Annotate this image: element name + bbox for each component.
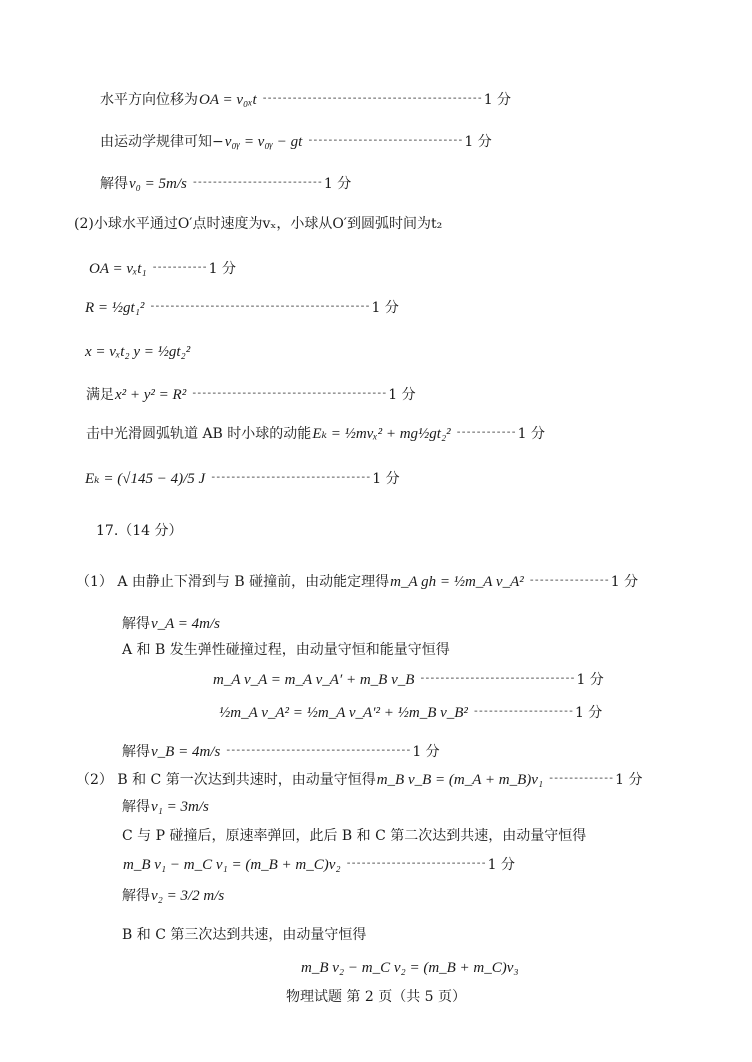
line-dash: ------------------------------------- (225, 746, 411, 757)
line-math: x = vₓt₂ y = ½gt₂² (85, 344, 191, 360)
text-line (122, 826, 594, 846)
line-score: 1 分 (483, 92, 512, 108)
line-text: 解得 (100, 176, 128, 192)
line-text: 水平方向位移为 (100, 92, 198, 108)
line-text: （1） A 由静止下滑到与 B 碰撞前，由动能定理得 (76, 574, 390, 590)
line-math: m_B v_B = (m_A + m_B)v₁ (376, 772, 544, 788)
line-score: 1 分 (517, 426, 546, 442)
line-score: 1 分 (412, 744, 440, 760)
text-line (76, 572, 638, 592)
line-math: x² + y² = R² (115, 387, 187, 403)
text-line (218, 703, 602, 723)
line-dash: -------------------------------- (210, 473, 371, 484)
line-math: v_A = 4m/s (151, 616, 221, 632)
line-score: 1 分 (371, 300, 399, 316)
line-math: v₀ = 5m/s (129, 176, 187, 192)
line-dash: -------------------------------------------- (149, 302, 370, 313)
text-line (122, 640, 458, 660)
line-math: Eₖ = (√145 − 4)/5 J (85, 471, 206, 487)
line-text: 解得 (122, 616, 150, 632)
line-dash: ---------------------------- (345, 859, 486, 870)
text-line (100, 174, 351, 194)
text-line (100, 90, 511, 110)
text-line (84, 342, 197, 362)
text-line (300, 958, 526, 978)
text-line (122, 925, 374, 945)
text-line (76, 770, 643, 790)
line-dash: ------------------------------- (419, 674, 575, 685)
line-math: v₀ᵧ = v₀ᵧ − gt (224, 134, 303, 150)
line-dash: ------------ (455, 428, 516, 439)
line-text: 解得 (122, 888, 150, 904)
line-score: 1 分 (388, 387, 416, 403)
line-dash: -------------------- (472, 707, 573, 718)
line-dash: ----------- (151, 263, 207, 274)
line-score: 1 分 (372, 471, 400, 487)
line-text: 击中光滑圆弧轨道 AB 时小球的动能 (86, 426, 312, 442)
line-math: m_A v_A = m_A v_A′ + m_B v_B (213, 672, 415, 688)
line-text: 17.（14 分） (96, 523, 183, 539)
text-line (86, 385, 416, 405)
line-math: OA = v₀ₓt (199, 92, 257, 108)
text-line (122, 886, 231, 906)
line-text: 解得 (122, 744, 150, 760)
line-math: m_B v₁ − m_C v₁ = (m_B + m_C)v₂ (123, 857, 341, 873)
line-dash: -------------------------- (191, 178, 322, 189)
line-math: R = ½gt₁² (85, 300, 145, 316)
line-math: ½m_A v_A² = ½m_A v_A′² + ½m_B v_B² (219, 705, 468, 721)
line-math: OA = vₓt₁ (89, 261, 147, 277)
line-dash: ------------- (548, 774, 614, 785)
line-text: B 和 C 第三次达到共速，由动量守恒得 (122, 927, 367, 943)
text-line (84, 469, 400, 489)
line-score: 1 分 (208, 261, 237, 277)
line-dash: --------------------------------------- (191, 389, 387, 400)
text-line (86, 424, 545, 444)
line-dash: ------------------------------- (307, 136, 463, 147)
text-line (100, 132, 492, 152)
line-text: A 和 B 发生弹性碰撞过程，由动量守恒和能量守恒得 (122, 642, 450, 658)
line-score: 1 分 (487, 857, 516, 873)
line-score: 1 分 (574, 705, 603, 721)
line-math: v₂ = 3/2 m/s (151, 888, 225, 904)
line-math: v₁ = 3m/s (151, 799, 209, 815)
line-text: (2)小球水平通过O′点时速度为vₓ，小球从O′到圆弧时间为t₂ (74, 216, 443, 232)
text-line (96, 521, 191, 541)
text-line (122, 855, 515, 875)
page-footer: 物理试题 第 2 页（共 5 页） (285, 989, 467, 1005)
line-text: C 与 P 碰撞后，原速率弹回，此后 B 和 C 第二次达到共速，由动量守恒得 (122, 828, 587, 844)
line-dash: -------------------------------------------- (261, 94, 482, 105)
line-math: Eₖ = ½mvₓ² + mg½gt₂² (312, 426, 451, 442)
line-text: 解得 (122, 799, 150, 815)
line-text: 满足 (86, 387, 114, 403)
line-score: 1 分 (610, 574, 639, 590)
line-score: 1 分 (615, 772, 643, 788)
line-math: m_B v₂ − m_C v₂ = (m_B + m_C)v₃ (301, 960, 519, 976)
line-math: m_A gh = ½m_A v_A² (390, 574, 524, 590)
line-dash: ---------------- (528, 576, 609, 587)
line-text: 由运动学规律可知− (100, 134, 224, 150)
line-score: 1 分 (323, 176, 352, 192)
line-text: （2） B 和 C 第一次达到共速时，由动量守恒得 (76, 772, 376, 788)
line-score: 1 分 (464, 134, 492, 150)
line-score: 1 分 (576, 672, 604, 688)
line-math: v_B = 4m/s (151, 744, 221, 760)
text-line (122, 614, 227, 634)
text-line (84, 298, 399, 318)
text-line (122, 797, 216, 817)
text-line (74, 214, 450, 234)
text-line (122, 742, 440, 762)
text-line (212, 670, 604, 690)
text-line (88, 259, 236, 279)
